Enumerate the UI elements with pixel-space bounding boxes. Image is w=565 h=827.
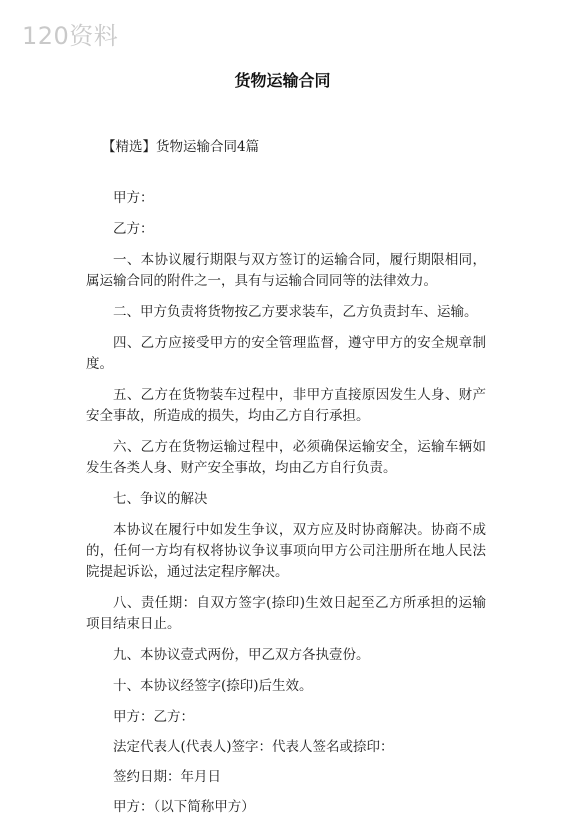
paragraph-clause-2: 二、甲方负责将货物按乙方要求装车，乙方负责封车、运输。: [113, 304, 478, 320]
paragraph-dispute-resolution: 本协议在履行中如发生争议，双方应及时协商解决。协商不成的，任何一方均有权将协议争议事项向甲方公司注册所在地人民法院提起诉讼，通过法定程序解决。: [86, 522, 486, 580]
document-subtitle: 【精选】货物运输合同4篇: [102, 139, 260, 155]
paragraph-clause-6: 六、乙方在货物运输过程中，必须确保运输安全，运输车辆如发生各类人身、财产安全事故，均由乙方自行负责。: [86, 439, 486, 476]
paragraph-clause-5: 五、乙方在货物装车过程中，非甲方直接原因发生人身、财产安全事故，所造成的损失，均由乙方自行承担。: [86, 387, 486, 424]
watermark: 120资料: [22, 22, 119, 50]
paragraph-clause-9: 九、本协议壹式两份，甲乙双方各执壹份。: [113, 647, 370, 663]
paragraph-clause-10: 十、本协议经签字(捺印)后生效。: [113, 678, 313, 694]
paragraph-clause-7-heading: 七、争议的解决: [113, 491, 208, 507]
paragraph-signature-parties: 甲方：乙方：: [113, 709, 194, 725]
paragraph-party-a-alias: 甲方：（以下简称甲方）: [113, 799, 255, 815]
document-title: 货物运输合同: [234, 71, 331, 90]
paragraph-signature-representatives: 法定代表人(代表人)签字：代表人签名或捺印：: [113, 739, 394, 755]
paragraph-clause-8: 八、责任期：自双方签字(捺印)生效日起至乙方所承担的运输项目结束日止。: [86, 595, 486, 632]
paragraph-signing-date: 签约日期：年月日: [113, 769, 221, 785]
paragraph-party-a: 甲方：: [113, 190, 154, 206]
document-body: [86, 188, 486, 827]
paragraph-party-b: 乙方：: [113, 221, 154, 237]
paragraph-clause-1: 一、本协议履行期限与双方签订的运输合同，履行期限相同，属运输合同的附件之一，具有与运输合同同等的法律效力。: [86, 252, 486, 289]
paragraph-clause-4: 四、乙方应接受甲方的安全管理监督，遵守甲方的安全规章制度。: [86, 335, 486, 372]
